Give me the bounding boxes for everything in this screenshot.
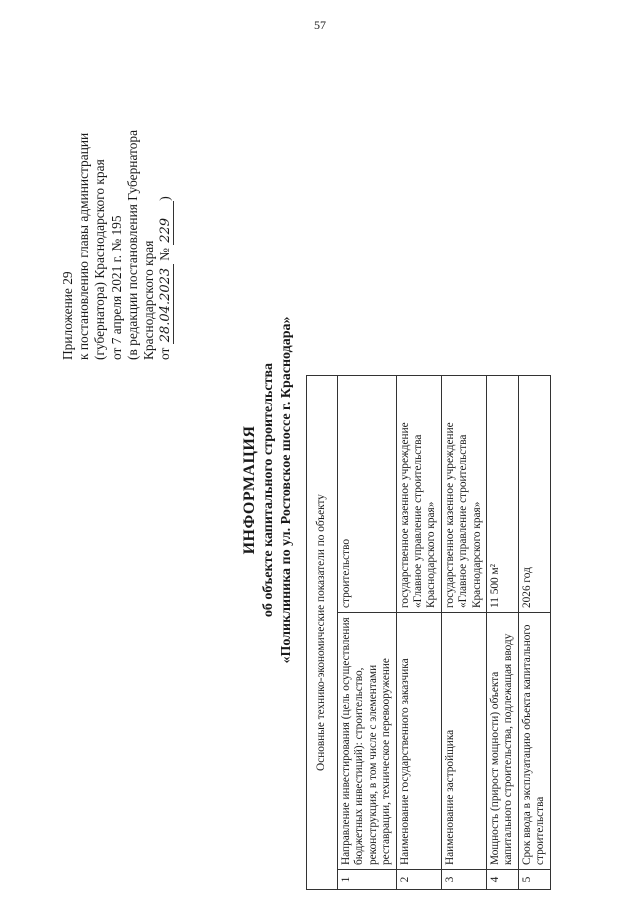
table-row xyxy=(396,376,441,890)
appendix-date-line xyxy=(157,95,174,360)
rotated-page-content xyxy=(40,90,600,890)
row-value: государственное казенное учреждение «Главное управление строительства Краснодарского края» xyxy=(396,376,441,613)
row-number: 4 xyxy=(487,870,519,890)
appendix-block xyxy=(60,95,174,360)
handwritten-number: 229 xyxy=(159,201,174,245)
handwritten-date: 28.04.2023 xyxy=(159,264,174,344)
indicators-table xyxy=(306,375,551,890)
page-number: 57 xyxy=(314,18,326,32)
row-value: 2026 год xyxy=(518,376,550,613)
appendix-line: от 7 апреля 2021 г. № 195 xyxy=(108,215,124,360)
row-value: государственное казенное учреждение «Главное управление строительства Краснодарского края» xyxy=(441,376,486,613)
table-row xyxy=(518,376,550,890)
appendix-line: Приложение 29 xyxy=(60,271,75,360)
appendix-line: Краснодарского края xyxy=(141,240,157,360)
row-label: Срок ввода в эксплуатацию объекта капитального строительства xyxy=(518,613,550,870)
row-number: 3 xyxy=(441,870,486,890)
row-value: строительство xyxy=(338,376,397,613)
document-subtitle: об объекте капитального строительства xyxy=(261,362,276,618)
row-label: Направление инвестирования (цель осуществления бюджетных инвестиций): строительство, реконструкция, в том числе с элементами реставрации, техническое перевооружение xyxy=(338,613,397,870)
row-label: Наименование государственного заказчика xyxy=(396,613,441,870)
row-number: 5 xyxy=(518,870,550,890)
row-label: Наименование застройщика xyxy=(441,613,486,870)
appendix-line: (губернатора) Краснодарского края xyxy=(92,159,108,360)
number-sign: № xyxy=(157,248,173,261)
document-title: ИНФОРМАЦИЯ xyxy=(241,425,258,555)
appendix-line: к постановлению главы администрации xyxy=(76,132,92,360)
object-name: «Поликлиника по ул. Ростовское шоссе г. Краснодара» xyxy=(279,316,294,664)
row-label: Мощность (прирост мощности) объекта капитального строительства, подлежащая вводу xyxy=(487,613,519,870)
table-header: Основные технико-экономические показатели по объекту xyxy=(307,376,338,890)
table-row xyxy=(487,376,519,890)
row-number: 1 xyxy=(338,870,397,890)
row-number: 2 xyxy=(396,870,441,890)
close-paren: ) xyxy=(157,196,173,201)
date-prefix: от xyxy=(157,347,173,360)
appendix-line: (в редакции постановления Губернатора xyxy=(124,129,140,360)
document-heading xyxy=(240,90,296,890)
table-row xyxy=(441,376,486,890)
table-header-row xyxy=(307,376,338,890)
table-row xyxy=(338,376,397,890)
row-value: 11 500 м² xyxy=(487,376,519,613)
